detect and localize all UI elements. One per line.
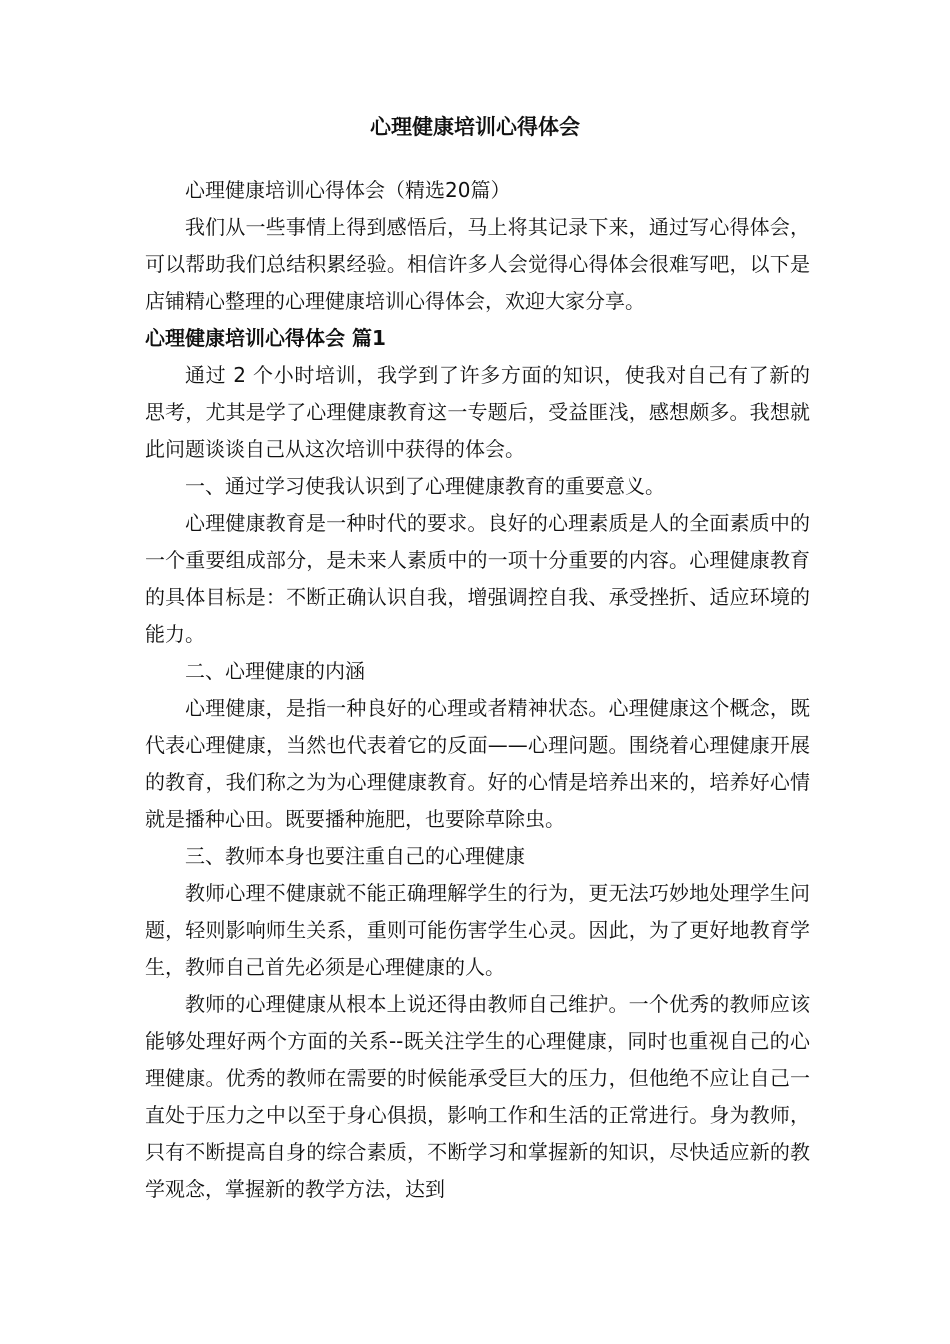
body-paragraph: 教师心理不健康就不能正确理解学生的行为，更无法巧妙地处理学生问题，轻则影响师生关系，重则可能伤害学生心灵。因此，为了更好地教育学生，教师自己首先必须是心理健康的人。 — [145, 881, 810, 979]
point-heading-3: 三、教师本身也要注重自己的心理健康 — [185, 844, 525, 868]
intro-paragraph: 我们从一些事情上得到感悟后，马上将其记录下来，通过写心得体会，可以帮助我们总结积累经验。相信许多人会觉得心得体会很难写吧，以下是店铺精心整理的心理健康培训心得体会，欢迎大家分享。 — [145, 215, 810, 313]
document-title: 心理健康培训心得体会 — [370, 115, 580, 139]
body-paragraph: 教师的心理健康从根本上说还得由教师自己维护。一个优秀的教师应该能够处理好两个方面的关系--既关注学生的心理健康，同时也重视自己的心理健康。优秀的教师在需要的时候能承受巨大的压力，但他绝不应让自己一直处于压力之中以至于身心俱损，影响工作和生活的正常进行。身为教师，只有不断提高自身的综合素质，不断学习和掌握新的知识，尽快适应新的教学观念，掌握新的教学方法，达到 — [145, 992, 810, 1201]
body-paragraph: 心理健康教育是一种时代的要求。良好的心理素质是人的全面素质中的一个重要组成部分，是未来人素质中的一项十分重要的内容。心理健康教育的具体目标是：不断正确认识自我，增强调控自我、承受挫折、适应环境的能力。 — [145, 511, 810, 646]
subtitle-paragraph: 心理健康培训心得体会（精选20篇） — [185, 178, 511, 202]
body-paragraph: 心理健康，是指一种良好的心理或者精神状态。心理健康这个概念，既代表心理健康，当然也代表着它的反面——心理问题。围绕着心理健康开展的教育，我们称之为为心理健康教育。好的心情是培养出来的，培养好心情就是播种心田。既要播种施肥，也要除草除虫。 — [145, 696, 810, 831]
section-heading: 心理健康培训心得体会 篇1 — [145, 326, 386, 350]
body-paragraph: 通过 2 个小时培训，我学到了许多方面的知识，使我对自己有了新的思考，尤其是学了心理健康教育这一专题后，受益匪浅，感想颇多。我想就此问题谈谈自己从这次培训中获得的体会。 — [145, 363, 810, 461]
point-heading-1: 一、通过学习使我认识到了心理健康教育的重要意义。 — [185, 474, 665, 498]
point-heading-2: 二、心理健康的内涵 — [185, 659, 365, 683]
document-body — [145, 172, 810, 1208]
